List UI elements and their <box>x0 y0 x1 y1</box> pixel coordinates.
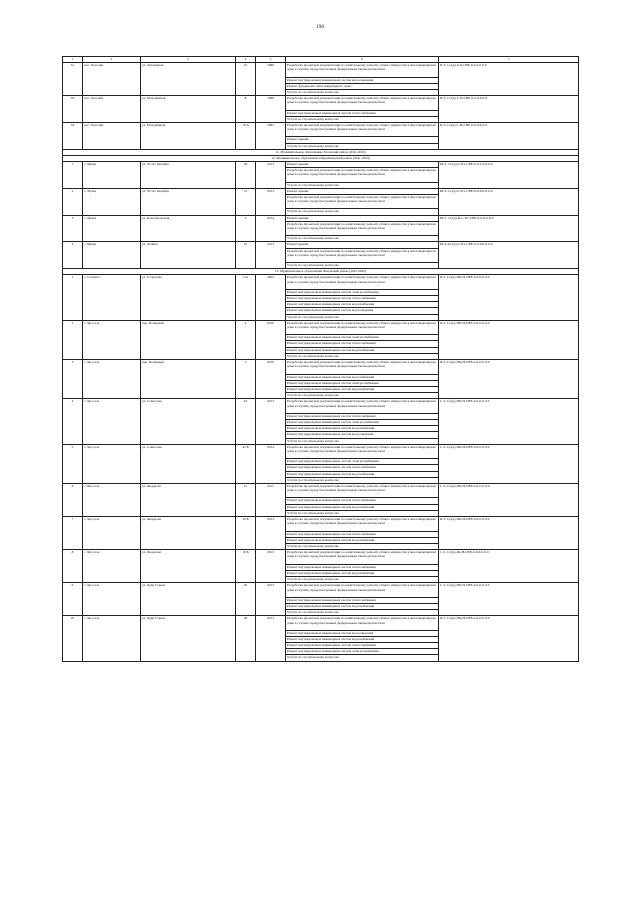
row-number: 3 <box>63 215 83 242</box>
build-year: 2013 <box>256 517 286 550</box>
work-item: Услуги по строительному контролю <box>286 655 439 661</box>
object-code: Я-3-1-С(н)-ПК-Н-СВЕ-0-0-0-0-0-0 <box>439 616 579 661</box>
column-header: 1 <box>63 57 83 63</box>
table-row <box>63 444 579 459</box>
work-item: Разработка проектной документации по капитальному ремонту общего имущества в многоквартирном доме в случаях, предусмотренных федеральным законодательством <box>286 320 439 335</box>
work-item: Ремонт внутридомовых инженерных систем теплоснабжения <box>286 531 439 537</box>
work-item: Ремонт внутридомовых инженерных систем электроснабжения <box>286 289 439 295</box>
work-item: Ремонт внутридомовых инженерных систем теплоснабжения <box>286 643 439 649</box>
capital-repair-table <box>62 56 579 662</box>
section-title: 13. Муниципальное образование Ямальский район (2041-2043) <box>63 269 579 275</box>
work-item: Ремонт внутридомовых инженерных систем водоснабжения <box>286 374 439 380</box>
house-number: 20 <box>236 583 256 616</box>
build-year: 2010 <box>256 360 286 399</box>
work-item: Ремонт внутридомовых инженерных систем электроснабжения <box>286 419 439 425</box>
house-number: 18 Б <box>236 550 256 583</box>
object-code: С-3-1-С(н)-ПК-Н-СВЕ-0-0-0-0-0-0 <box>439 399 579 444</box>
house-number: 29 <box>236 161 256 188</box>
row-number: 2 <box>63 188 83 215</box>
house-number: 2 <box>236 215 256 242</box>
table-row <box>63 399 579 414</box>
street: ул. 50 лет Октября <box>141 161 236 188</box>
work-item: Разработка проектной документации по капитальному ремонту общего имущества в многоквартирном доме в случаях, предусмотренных федеральным законодательством <box>286 483 439 498</box>
work-item: Ремонт внутридомовых инженерных систем водоснабжения <box>286 386 439 392</box>
column-header: 7 <box>439 57 579 63</box>
page-number: 190 <box>315 24 325 30</box>
table-row <box>63 275 579 290</box>
build-year: 2014 <box>256 215 286 242</box>
table-row <box>63 517 579 532</box>
work-item: Разработка проектной документации по капитальному ремонту общего имущества в многоквартирном доме в случаях, предусмотренных федеральным законодательством <box>286 583 439 598</box>
street: ул. 50 лет Октября <box>141 188 236 215</box>
settlement: с. Яр-Сале <box>83 360 141 399</box>
table-row <box>63 96 579 111</box>
work-item: Ремонт внутридомовых инженерных систем водоснабжения <box>286 603 439 609</box>
street: пер. Полярный <box>141 320 236 359</box>
build-year: 2013 <box>256 583 286 616</box>
work-item: Услуги по строительному контролю <box>286 576 439 582</box>
house-number: 15 <box>236 483 256 516</box>
work-item: Ремонт внутридомовых инженерных систем водоснабжения <box>286 302 439 308</box>
object-code: С-3-1-С(н)-Яр-Н-СВЕ-0-0-0-0-0-0 <box>439 550 579 583</box>
build-year: 2013 <box>256 161 286 188</box>
row-number: 8 <box>63 550 83 583</box>
section-title: 11. Муниципальное образование Тазовский район (2041-2043) <box>63 149 579 155</box>
work-item: Ремонт внутридомовых инженерных систем водоснабжения <box>286 570 439 576</box>
row-number: 31 <box>63 63 83 96</box>
work-item: Услуги по строительному контролю <box>286 353 439 359</box>
row-number: 32 <box>63 96 83 123</box>
column-header: 2 <box>83 57 141 63</box>
table-row <box>63 320 579 335</box>
work-item: Услуги по строительному контролю <box>286 393 439 399</box>
house-number: 42 <box>236 399 256 444</box>
work-item: Услуги по строительному контролю <box>286 314 439 320</box>
section-title: 12. Муниципальное образование Шурышкарский район (2041-2043) <box>63 155 579 161</box>
object-code: Ш-3-1-С(н)-П-С-П1-СВЕ-0-0-0-0-0-0 <box>439 215 579 242</box>
build-year: 2013 <box>256 616 286 661</box>
work-item: Разработка проектной документации по капитальному ремонту общего имущества в многоквартирном доме в случаях, предусмотренных федеральным законодательством <box>286 96 439 111</box>
work-item: Разработка проектной документации по капитальному ремонту общего имущества в многоквартирном доме в случаях, предусмотренных федеральным законодательством <box>286 194 439 209</box>
object-code: П-3-1-С(н)-0-Ц-СВЕ-0-0-0-0-0-0 <box>439 63 579 96</box>
work-item: Ремонт внутридомовых инженерных систем водоснабжения <box>286 636 439 642</box>
settlement: с. Яр-Сале <box>83 444 141 483</box>
object-code: Я-3-1-С(н)-ПК-Н-СВЕ-0-0-0-0-0-0 <box>439 320 579 359</box>
row-number: 6 <box>63 483 83 516</box>
work-item: Услуги по строительному контролю <box>286 182 439 188</box>
build-year: 2013 <box>256 242 286 269</box>
street: ул. Худи Сэроко <box>141 616 236 661</box>
street: ул. Советская <box>141 444 236 483</box>
work-item: Услуги по строительному контролю <box>286 510 439 516</box>
work-item: Ремонт крыши <box>286 137 439 143</box>
object-code: К-3-1-С(н)-С-Н-СВЕ-0-0-0-0-0-0 <box>439 122 579 149</box>
work-item: Разработка проектной документации по капитальному ремонту общего имущества в многоквартирном доме в случаях, предусмотренных федеральным законодательством <box>286 275 439 290</box>
house-number: 7 <box>236 360 256 399</box>
table-row <box>63 483 579 498</box>
row-number: 5 <box>63 444 83 483</box>
work-item: Разработка проектной документации по капитальному ремонту общего имущества в многоквартирном доме в случаях, предусмотренных федеральным законодательством <box>286 399 439 414</box>
work-item: Услуги по строительному контролю <box>286 236 439 242</box>
work-item: Услуги по строительному контролю <box>286 116 439 122</box>
settlement: с. Мужи <box>83 242 141 269</box>
column-header: 3 <box>141 57 236 63</box>
house-number: 16 Б <box>236 517 256 550</box>
work-item: Услуги по строительному контролю <box>286 89 439 95</box>
house-number: 26 <box>236 616 256 661</box>
work-item: Разработка проектной документации по капитальному ремонту общего имущества в многоквартирном доме в случаях, предусмотренных федеральным законодательством <box>286 63 439 78</box>
object-code: Ш-3-1-С(н)-С-П1-СВЕ-0-0-0-0-0-0-0 <box>439 188 579 215</box>
work-item: Ремонт внутридомовых инженерных систем водоснабжения <box>286 426 439 432</box>
object-code: Я-3-2-С(н)-ПК-Н-СВЕ-0-0-0-0-0-0 <box>439 360 579 399</box>
build-year: 2013 <box>256 399 286 444</box>
work-item: Ремонт внутридомовых инженерных систем электроснабжения <box>286 459 439 465</box>
work-item: Услуги по строительному контролю <box>286 438 439 444</box>
work-item: Ремонт внутридомовых инженерных систем теплоснабжения <box>286 296 439 302</box>
work-item: Ремонт внутридомовых инженерных систем теплоснабжения <box>286 597 439 603</box>
table-row <box>63 583 579 598</box>
street: ул. Молодёжная <box>141 122 236 149</box>
build-year: 1986 <box>256 96 286 123</box>
work-item: Услуги по строительному контролю <box>286 263 439 269</box>
work-item: Разработка проектной документации по капитальному ремонту общего имущества в многоквартирном доме в случаях, предусмотренных федеральным законодательством <box>286 616 439 631</box>
table-row <box>63 360 579 375</box>
build-year: 2014 <box>256 444 286 483</box>
work-item: Ремонт внутридомовых инженерных систем теплоснабжения <box>286 498 439 504</box>
build-year: 2010 <box>256 320 286 359</box>
work-item: Разработка проектной документации по капитальному ремонту общего имущества в многоквартирном доме в случаях, предусмотренных федеральным законодательством <box>286 360 439 375</box>
row-number: 4 <box>63 242 83 269</box>
work-item: Разработка проектной документации по капитальному ремонту общего имущества в многоквартирном доме в случаях, предусмотренных федеральным законодательством <box>286 550 439 565</box>
work-item: Ремонт внутридомовых инженерных систем водоснабжения <box>286 347 439 353</box>
work-item: Услуги по строительному контролю <box>286 610 439 616</box>
row-number: 4 <box>63 399 83 444</box>
street: ул. Комсомольская <box>141 215 236 242</box>
work-item: Разработка проектной документации по капитальному ремонту общего имущества в многоквартирном доме в случаях, предусмотренных федеральным законодательством <box>286 444 439 459</box>
object-code: С-3-1-С(н)-ПК-Н-СВЕ-0-0-0-0-0-0 <box>439 583 579 616</box>
work-item: Ремонт внутридомовых инженерных систем водоснабжения <box>286 537 439 543</box>
row-number: 1 <box>63 275 83 320</box>
house-number: 10 А <box>236 122 256 149</box>
work-item: Услуги по строительному контролю <box>286 209 439 215</box>
object-code: Ш-4-4-С(н)-С-П1-СВЕ-0-0-0-0-0-0-0 <box>439 242 579 269</box>
house-number: 10 <box>236 63 256 96</box>
street: ул. Заполярная <box>141 63 236 96</box>
table-row <box>63 616 579 631</box>
build-year: 2015 <box>256 483 286 516</box>
row-number: 34 <box>63 122 83 149</box>
object-code: С-3-1-С(н)-ПК-Н-СВЕ-0-0-0-0-0-0 <box>439 483 579 516</box>
street: ул. Солдатова <box>141 275 236 320</box>
street: ул. Федорова <box>141 483 236 516</box>
street: ул. Советская <box>141 399 236 444</box>
build-year: 2013 <box>256 550 286 583</box>
row-number: 7 <box>63 517 83 550</box>
work-item: Ремонт крыши <box>286 188 439 194</box>
settlement: с. Мужи <box>83 215 141 242</box>
row-number: 3 <box>63 360 83 399</box>
work-item: Ремонт внутридомовых инженерных систем теплоснабжения <box>286 341 439 347</box>
work-item: Разработка проектной документации по капитальному ремонту общего имущества в многоквартирном доме в случаях, предусмотренных федеральным законодательством <box>286 168 439 183</box>
settlement: с. Салемал <box>83 275 141 320</box>
settlement: с. Яр-Сале <box>83 399 141 444</box>
work-item: Ремонт внутридомовых инженерных систем водоотведения <box>286 630 439 636</box>
house-number: 5 А <box>236 275 256 320</box>
settlement: с. Яр-Сале <box>83 320 141 359</box>
work-item: Ремонт внутридомовых инженерных систем водоотведения <box>286 77 439 83</box>
object-code: С-3-1-С(н)-ПК-Н-СВЕ-0-0-0-0-0-0 <box>439 444 579 483</box>
work-item: Разработка проектной документации по капитальному ремонту общего имущества в многоквартирном доме в случаях, предусмотренных федеральным законодательством <box>286 122 439 137</box>
settlement: с. Мужи <box>83 188 141 215</box>
street: ул. Молодёжная <box>141 96 236 123</box>
work-item: Ремонт внутридомовых инженерных систем водоотведения <box>286 432 439 438</box>
work-item: Ремонт фундамента многоквартирного дома <box>286 83 439 89</box>
row-number: 10 <box>63 616 83 661</box>
work-item: Ремонт внутридомовых инженерных систем водоснабжения <box>286 504 439 510</box>
settlement: с. Яр-Сале <box>83 517 141 550</box>
object-code: Я-3-1-С(н)-ПК-Н-СВЕ-0-0-0-0-0-0 <box>439 517 579 550</box>
work-item: Ремонт внутридомовых инженерных систем водоснабжения <box>286 471 439 477</box>
street: ул. Федорова <box>141 550 236 583</box>
street: ул. Ленина <box>141 242 236 269</box>
work-item: Услуги по строительному контролю <box>286 143 439 149</box>
work-item: Ремонт внутридомовых инженерных систем электроснабжения <box>286 649 439 655</box>
work-item: Разработка проектной документации по капитальному ремонту общего имущества в многоквартирном доме в случаях, предусмотренных федеральным законодательством <box>286 517 439 532</box>
settlement: с. Мужи <box>83 161 141 188</box>
object-code: Ш-2-1-С(н)-С-П1-СВЕ-0-0-1-0-0-0-0 <box>439 161 579 188</box>
table-row <box>63 122 579 137</box>
settlement: с. Яр-Сале <box>83 583 141 616</box>
work-item: Услуги по строительному контролю <box>286 477 439 483</box>
object-code: П-3-1-С(н)-С-Н-СВЕ-0-0-0-0-0-0 <box>439 96 579 123</box>
settlement: пос. Хасолей <box>83 63 141 96</box>
table-row <box>63 550 579 565</box>
build-year: 1986 <box>256 63 286 96</box>
settlement: с. Яр-Сале <box>83 483 141 516</box>
house-number: 8 <box>236 96 256 123</box>
house-number: 10 <box>236 242 256 269</box>
work-item: Ремонт внутридомовых инженерных систем электроснабжения <box>286 335 439 341</box>
work-item: Разработка проектной документации по капитальному ремонту общего имущества в многоквартирном доме в случаях, предусмотренных федеральным законодательством <box>286 221 439 236</box>
house-number: 42 Б <box>236 444 256 483</box>
settlement: пос. Хасолей <box>83 96 141 123</box>
work-item: Ремонт внутридомовых инженерных систем теплоснабжения <box>286 564 439 570</box>
settlement: пос. Хасолей <box>83 122 141 149</box>
work-item: Ремонт внутридомовых инженерных систем теплоснабжения <box>286 413 439 419</box>
work-item: Ремонт внутридомовых инженерных систем водоотведения <box>286 308 439 314</box>
work-item: Ремонт внутридомовых инженерных систем теплоснабжения <box>286 110 439 116</box>
work-item: Услуги по строительному контролю <box>286 543 439 549</box>
work-item: Ремонт крыши <box>286 242 439 248</box>
column-header: 6 <box>286 57 439 63</box>
column-header: 5 <box>256 57 286 63</box>
street: ул. Худи Сэроко <box>141 583 236 616</box>
house-number: 31 <box>236 188 256 215</box>
street: пер. Полярный <box>141 360 236 399</box>
row-number: 9 <box>63 583 83 616</box>
build-year: 1983 <box>256 122 286 149</box>
build-year: 2004 <box>256 275 286 320</box>
work-item: Ремонт внутридомовых инженерных систем теплоснабжения <box>286 465 439 471</box>
build-year: 2013 <box>256 188 286 215</box>
house-number: 4 <box>236 320 256 359</box>
object-code: Я-3-1-С(н)-ПК-Н-СВЕ-0-0-0-0-0-0 <box>439 275 579 320</box>
row-number: 2 <box>63 320 83 359</box>
table-row <box>63 63 579 78</box>
work-item: Ремонт крыши <box>286 215 439 221</box>
settlement: с. Яр-Сале <box>83 550 141 583</box>
work-item: Ремонт внутридомовых инженерных систем электроснабжения <box>286 380 439 386</box>
settlement: с. Яр-Сале <box>83 616 141 661</box>
street: ул. Федорова <box>141 517 236 550</box>
column-header: 4 <box>236 57 256 63</box>
work-item: Разработка проектной документации по капитальному ремонту общего имущества в многоквартирном доме в случаях, предусмотренных федеральным законодательством <box>286 248 439 263</box>
row-number: 1 <box>63 161 83 188</box>
work-item: Ремонт крыши <box>286 161 439 167</box>
